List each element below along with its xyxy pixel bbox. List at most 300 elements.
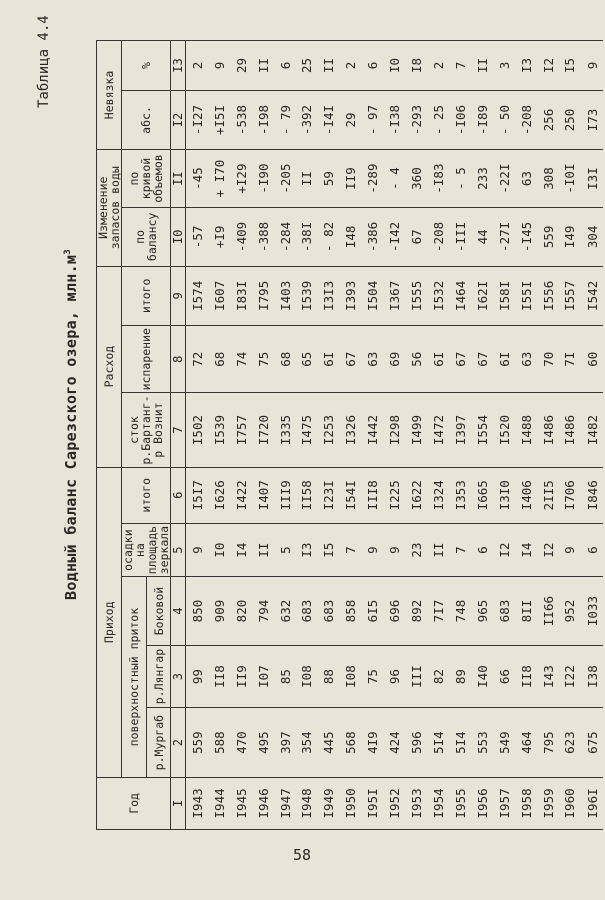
value-cell: 397 xyxy=(274,708,296,777)
value-cell: 495 xyxy=(252,708,274,777)
value-cell: - 5 xyxy=(449,149,471,207)
value-cell: 59 xyxy=(318,149,340,207)
header-discrepancy: Невязка xyxy=(97,41,122,150)
value-cell: 60 xyxy=(581,326,603,393)
value-cell: 25 xyxy=(296,41,318,91)
value-cell: 794 xyxy=(252,577,274,645)
value-cell: II xyxy=(252,523,274,576)
value-cell: I07 xyxy=(252,645,274,708)
value-cell: I58I xyxy=(493,266,515,326)
value-cell: I539 xyxy=(296,266,318,326)
value-cell: -388 xyxy=(252,208,274,266)
value-cell: 9 xyxy=(208,41,230,91)
value-cell: +I29 xyxy=(230,149,252,207)
value-cell: -392 xyxy=(296,91,318,150)
value-cell: 892 xyxy=(406,577,428,645)
value-cell: I38 xyxy=(581,645,603,708)
value-cell: - 4 xyxy=(384,149,406,207)
year-cell: I946 xyxy=(252,777,274,829)
value-cell: I0 xyxy=(384,41,406,91)
value-cell: -I27 xyxy=(186,91,208,150)
year-cell: I949 xyxy=(318,777,340,829)
value-cell: I324 xyxy=(428,467,450,523)
value-cell: I8 xyxy=(406,41,428,91)
value-cell: 360 xyxy=(406,149,428,207)
year-cell: I960 xyxy=(559,777,581,829)
header-storage-change: Изменение запасов воды xyxy=(97,149,122,266)
table-body xyxy=(186,41,603,830)
value-cell: I73 xyxy=(581,91,603,150)
value-cell: 596 xyxy=(406,708,428,777)
value-cell: -538 xyxy=(230,91,252,150)
value-cell: -409 xyxy=(230,208,252,266)
table-row xyxy=(274,41,296,830)
value-cell: - 25 xyxy=(428,91,450,150)
header-lyangar: р.Лянгар xyxy=(146,645,171,708)
water-balance-table xyxy=(96,40,603,830)
value-cell: 683 xyxy=(493,577,515,645)
table-row xyxy=(208,41,230,830)
value-cell: II66 xyxy=(537,577,559,645)
table-row xyxy=(406,41,428,830)
value-cell: I335 xyxy=(274,393,296,467)
column-number-row xyxy=(171,41,186,830)
table-row xyxy=(362,41,384,830)
year-cell: I950 xyxy=(340,777,362,829)
table-row xyxy=(537,41,559,830)
value-cell: II58 xyxy=(296,467,318,523)
value-cell: II8 xyxy=(208,645,230,708)
header-income: Приход xyxy=(97,467,122,777)
value-cell: I403 xyxy=(274,266,296,326)
value-cell: 6I xyxy=(318,326,340,393)
value-cell: 2 xyxy=(340,41,362,91)
value-cell: 7I xyxy=(559,326,581,393)
value-cell: I43 xyxy=(537,645,559,708)
value-cell: 256 xyxy=(537,91,559,150)
value-cell: I532 xyxy=(428,266,450,326)
value-cell: 952 xyxy=(559,577,581,645)
header-murgab: р.Мургаб xyxy=(146,708,171,777)
value-cell: II9 xyxy=(340,149,362,207)
value-cell: -284 xyxy=(274,208,296,266)
value-cell: 67 xyxy=(340,326,362,393)
value-cell: I393 xyxy=(340,266,362,326)
table-row xyxy=(186,41,208,830)
value-cell: -I98 xyxy=(252,91,274,150)
value-cell: 6 xyxy=(471,523,493,576)
value-cell: I5 xyxy=(559,41,581,91)
value-cell: 623 xyxy=(559,708,581,777)
value-cell: I3 xyxy=(296,523,318,576)
table-row xyxy=(384,41,406,830)
value-cell: 9 xyxy=(384,523,406,576)
value-cell: - 79 xyxy=(274,91,296,150)
value-cell: I49 xyxy=(559,208,581,266)
value-cell: -I06 xyxy=(449,91,471,150)
value-cell: 909 xyxy=(208,577,230,645)
value-cell: -205 xyxy=(274,149,296,207)
column-number: 4 xyxy=(171,577,186,645)
value-cell: 65 xyxy=(296,326,318,393)
header-pct: % xyxy=(122,41,171,91)
value-cell: I298 xyxy=(384,393,406,467)
value-cell: 470 xyxy=(230,708,252,777)
title-superscript: 3 xyxy=(63,249,73,255)
table-label: Таблица 4.4 xyxy=(36,15,52,108)
value-cell: 696 xyxy=(384,577,406,645)
column-number: 5 xyxy=(171,523,186,576)
table-row xyxy=(230,41,252,830)
year-cell: I955 xyxy=(449,777,471,829)
header-evaporation: испарение xyxy=(122,326,171,393)
value-cell: I397 xyxy=(449,393,471,467)
value-cell: -I42 xyxy=(384,208,406,266)
year-cell: I948 xyxy=(296,777,318,829)
value-cell: I48 xyxy=(340,208,362,266)
value-cell: I5 xyxy=(318,523,340,576)
value-cell: 69 xyxy=(384,326,406,393)
value-cell: 9 xyxy=(186,523,208,576)
value-cell: I0 xyxy=(208,523,230,576)
year-cell: I952 xyxy=(384,777,406,829)
column-number: 6 xyxy=(171,467,186,523)
year-cell: I944 xyxy=(208,777,230,829)
column-number: 9 xyxy=(171,266,186,326)
value-cell: I422 xyxy=(230,467,252,523)
value-cell: I482 xyxy=(581,393,603,467)
table-row xyxy=(581,41,603,830)
value-cell: I22 xyxy=(559,645,581,708)
value-cell: 6 xyxy=(274,41,296,91)
value-cell: 5I4 xyxy=(449,708,471,777)
value-cell: -III xyxy=(449,208,471,266)
table-row xyxy=(449,41,471,830)
value-cell: I706 xyxy=(559,467,581,523)
year-cell: I956 xyxy=(471,777,493,829)
value-cell: I504 xyxy=(362,266,384,326)
value-cell: I08 xyxy=(296,645,318,708)
value-cell: 354 xyxy=(296,708,318,777)
table-title xyxy=(62,249,80,600)
value-cell: 9 xyxy=(362,523,384,576)
value-cell: 67 xyxy=(471,326,493,393)
value-cell: I574 xyxy=(186,266,208,326)
value-cell: -27I xyxy=(493,208,515,266)
value-cell: 553 xyxy=(471,708,493,777)
value-cell: 6 xyxy=(581,523,603,576)
value-cell: I253 xyxy=(318,393,340,467)
value-cell: + I70 xyxy=(208,149,230,207)
year-cell: I959 xyxy=(537,777,559,829)
value-cell: 3 xyxy=(493,41,515,91)
value-cell: I472 xyxy=(428,393,450,467)
year-cell: I958 xyxy=(515,777,537,829)
year-cell: I954 xyxy=(428,777,450,829)
value-cell: 9 xyxy=(559,523,581,576)
value-cell: 74 xyxy=(230,326,252,393)
value-cell: 795 xyxy=(537,708,559,777)
value-cell: III8 xyxy=(362,467,384,523)
value-cell: 6I5 xyxy=(362,577,384,645)
value-cell: 233 xyxy=(471,149,493,207)
value-cell: II xyxy=(428,523,450,576)
value-cell: 559 xyxy=(537,208,559,266)
value-cell: - 97 xyxy=(362,91,384,150)
value-cell: I475 xyxy=(296,393,318,467)
year-cell: I957 xyxy=(493,777,515,829)
year-cell: I96I xyxy=(581,777,603,829)
header-abs: абс. xyxy=(122,91,171,150)
column-number: 8 xyxy=(171,326,186,393)
value-cell: +I5I xyxy=(208,91,230,150)
value-cell: I367 xyxy=(384,266,406,326)
value-cell: -I89 xyxy=(471,91,493,150)
value-cell: 85 xyxy=(274,645,296,708)
value-cell: -45 xyxy=(186,149,208,207)
header-by-curve: по кривой объемов xyxy=(122,149,171,207)
value-cell: 63 xyxy=(515,149,537,207)
value-cell: III9 xyxy=(274,467,296,523)
column-number: 7 xyxy=(171,393,186,467)
value-cell: 5I4 xyxy=(428,708,450,777)
value-cell: I539 xyxy=(208,393,230,467)
value-cell: -386 xyxy=(362,208,384,266)
value-cell: -I0I xyxy=(559,149,581,207)
page-number: 58 xyxy=(293,846,312,864)
value-cell: 66 xyxy=(493,645,515,708)
value-cell: 588 xyxy=(208,708,230,777)
value-cell: I556 xyxy=(537,266,559,326)
value-cell: 568 xyxy=(340,708,362,777)
value-cell: 99 xyxy=(186,645,208,708)
value-cell: I83I xyxy=(230,266,252,326)
value-cell: I3I3 xyxy=(318,266,340,326)
value-cell: 820 xyxy=(230,577,252,645)
header-outflow-total: итого xyxy=(122,266,171,326)
value-cell: 82 xyxy=(428,645,450,708)
value-cell: 5 xyxy=(274,523,296,576)
table-row xyxy=(471,41,493,830)
value-cell: 2 xyxy=(428,41,450,91)
value-cell: 72 xyxy=(186,326,208,393)
value-cell: I40 xyxy=(471,645,493,708)
value-cell: II xyxy=(318,41,340,91)
table-row xyxy=(252,41,274,830)
value-cell: I08 xyxy=(340,645,362,708)
value-cell: I2 xyxy=(493,523,515,576)
value-cell: 63 xyxy=(515,326,537,393)
value-cell: 68 xyxy=(208,326,230,393)
value-cell: 9 xyxy=(581,41,603,91)
value-cell: 858 xyxy=(340,577,362,645)
value-cell: -I38 xyxy=(384,91,406,150)
title-text: Водный баланс Сарезского озера, млн.м xyxy=(62,254,80,600)
value-cell: 464 xyxy=(515,708,537,777)
value-cell: I488 xyxy=(515,393,537,467)
header-income-total: итого xyxy=(122,467,171,523)
year-cell: I947 xyxy=(274,777,296,829)
value-cell: 6 xyxy=(362,41,384,91)
column-number: I2 xyxy=(171,91,186,150)
value-cell: I55I xyxy=(515,266,537,326)
value-cell: 308 xyxy=(537,149,559,207)
value-cell: 7I7 xyxy=(428,577,450,645)
value-cell: -38I xyxy=(296,208,318,266)
value-cell: 23 xyxy=(406,523,428,576)
value-cell: 70 xyxy=(537,326,559,393)
value-cell: I486 xyxy=(559,393,581,467)
value-cell: 675 xyxy=(581,708,603,777)
value-cell: I23I xyxy=(318,467,340,523)
value-cell: I4 xyxy=(515,523,537,576)
value-cell: 44 xyxy=(471,208,493,266)
value-cell: 29 xyxy=(340,91,362,150)
value-cell: 748 xyxy=(449,577,471,645)
value-cell: -289 xyxy=(362,149,384,207)
value-cell: I3 xyxy=(515,41,537,91)
value-cell: I846 xyxy=(581,467,603,523)
column-number: 2 xyxy=(171,708,186,777)
value-cell: -208 xyxy=(515,91,537,150)
value-cell: I5I7 xyxy=(186,467,208,523)
value-cell: I442 xyxy=(362,393,384,467)
value-cell: I557 xyxy=(559,266,581,326)
table-row xyxy=(493,41,515,830)
value-cell: 88 xyxy=(318,645,340,708)
value-cell: 2II5 xyxy=(537,467,559,523)
value-cell: I486 xyxy=(537,393,559,467)
value-cell: II9 xyxy=(230,645,252,708)
year-cell: I95I xyxy=(362,777,384,829)
value-cell: -I90 xyxy=(252,149,274,207)
value-cell: I607 xyxy=(208,266,230,326)
value-cell: I464 xyxy=(449,266,471,326)
value-cell: I3I xyxy=(581,149,603,207)
value-cell: 56 xyxy=(406,326,428,393)
value-cell: I4 xyxy=(230,523,252,576)
header-outflow: Расход xyxy=(97,266,122,467)
value-cell: 445 xyxy=(318,708,340,777)
value-cell: I757 xyxy=(230,393,252,467)
value-cell: 6I xyxy=(493,326,515,393)
value-cell: 96 xyxy=(384,645,406,708)
value-cell: 549 xyxy=(493,708,515,777)
value-cell: -I4I xyxy=(318,91,340,150)
value-cell: -I83 xyxy=(428,149,450,207)
value-cell: 250 xyxy=(559,91,581,150)
value-cell: 7 xyxy=(449,41,471,91)
value-cell: I3I0 xyxy=(493,467,515,523)
value-cell: I406 xyxy=(515,467,537,523)
value-cell: I499 xyxy=(406,393,428,467)
value-cell: 6I xyxy=(428,326,450,393)
value-cell: I62I xyxy=(471,266,493,326)
value-cell: 683 xyxy=(318,577,340,645)
value-cell: 7 xyxy=(340,523,362,576)
year-cell: I945 xyxy=(230,777,252,829)
table-row xyxy=(296,41,318,830)
value-cell: 632 xyxy=(274,577,296,645)
value-cell: 424 xyxy=(384,708,406,777)
value-cell: II xyxy=(296,149,318,207)
year-cell: I953 xyxy=(406,777,428,829)
value-cell: I54I xyxy=(340,467,362,523)
value-cell: -22I xyxy=(493,149,515,207)
column-number: I xyxy=(171,777,186,829)
column-number: II xyxy=(171,149,186,207)
value-cell: 965 xyxy=(471,577,493,645)
value-cell: - 50 xyxy=(493,91,515,150)
value-cell: 63 xyxy=(362,326,384,393)
value-cell: 683 xyxy=(296,577,318,645)
table-row xyxy=(428,41,450,830)
value-cell: 75 xyxy=(362,645,384,708)
value-cell: 559 xyxy=(186,708,208,777)
value-cell: 67 xyxy=(406,208,428,266)
value-cell: - 82 xyxy=(318,208,340,266)
value-cell: 89 xyxy=(449,645,471,708)
value-cell: I520 xyxy=(493,393,515,467)
value-cell: 67 xyxy=(449,326,471,393)
header-precipitation: осадки на площадь зеркала xyxy=(122,523,171,576)
column-number: I3 xyxy=(171,41,186,91)
value-cell: I407 xyxy=(252,467,274,523)
value-cell: II xyxy=(252,41,274,91)
table-row xyxy=(515,41,537,830)
year-cell: I943 xyxy=(186,777,208,829)
value-cell: I554 xyxy=(471,393,493,467)
table-row xyxy=(559,41,581,830)
header-year: Год xyxy=(97,777,171,829)
value-cell: -57 xyxy=(186,208,208,266)
header-runoff: сток р.Бартанг-р Вознит xyxy=(122,393,171,467)
column-number: I0 xyxy=(171,208,186,266)
value-cell: 7 xyxy=(449,523,471,576)
value-cell: I555 xyxy=(406,266,428,326)
value-cell: II8 xyxy=(515,645,537,708)
value-cell: I665 xyxy=(471,467,493,523)
value-cell: III xyxy=(406,645,428,708)
header-surface-inflow: поверхностный приток xyxy=(122,577,147,777)
value-cell: -293 xyxy=(406,91,428,150)
value-cell: II xyxy=(471,41,493,91)
value-cell: I033 xyxy=(581,577,603,645)
value-cell: I626 xyxy=(208,467,230,523)
value-cell: 2 xyxy=(186,41,208,91)
value-cell: I542 xyxy=(581,266,603,326)
table-row xyxy=(340,41,362,830)
value-cell: 75 xyxy=(252,326,274,393)
value-cell: 304 xyxy=(581,208,603,266)
value-cell: 29 xyxy=(230,41,252,91)
column-number: 3 xyxy=(171,645,186,708)
value-cell: I353 xyxy=(449,467,471,523)
value-cell: I720 xyxy=(252,393,274,467)
value-cell: I622 xyxy=(406,467,428,523)
table-row xyxy=(318,41,340,830)
value-cell: -208 xyxy=(428,208,450,266)
value-cell: 850 xyxy=(186,577,208,645)
header-lateral: Боковой xyxy=(146,577,171,645)
value-cell: +I9 xyxy=(208,208,230,266)
value-cell: 4I9 xyxy=(362,708,384,777)
value-cell: I326 xyxy=(340,393,362,467)
value-cell: 8II xyxy=(515,577,537,645)
header-by-balance: по балансу xyxy=(122,208,171,266)
value-cell: I502 xyxy=(186,393,208,467)
value-cell: I225 xyxy=(384,467,406,523)
